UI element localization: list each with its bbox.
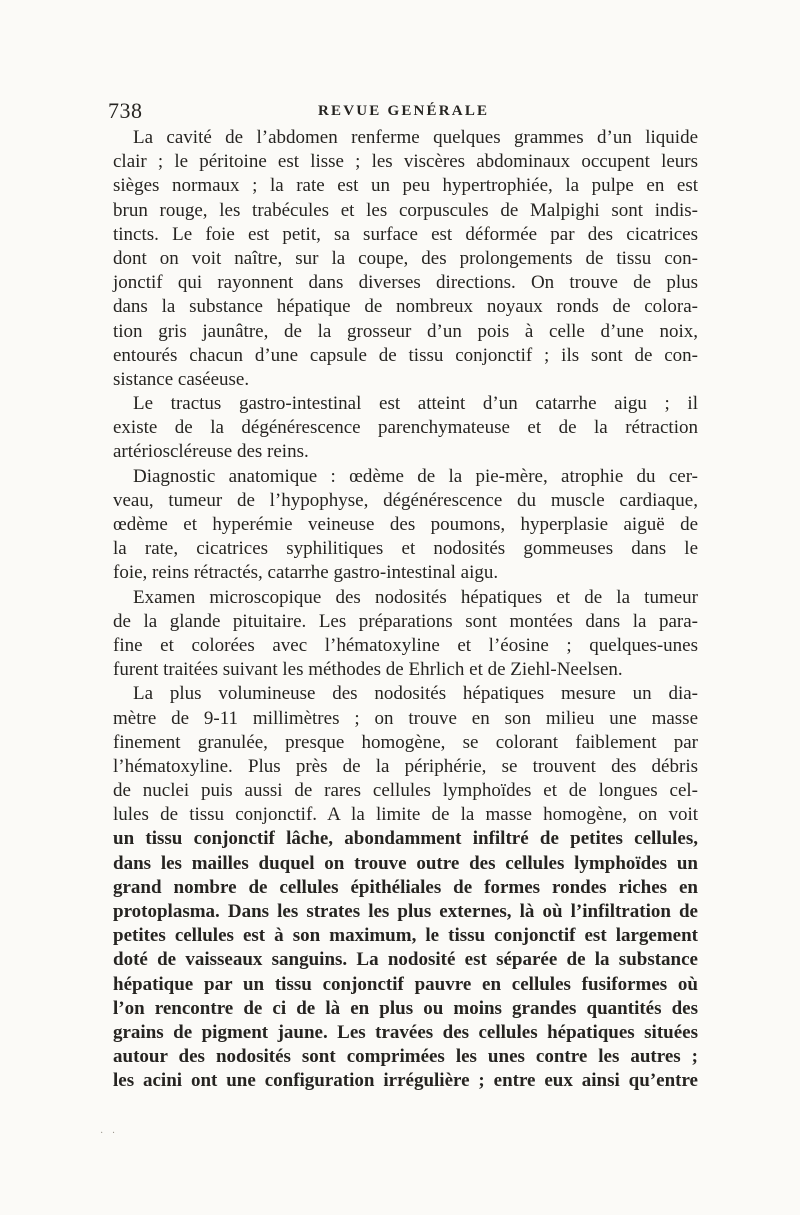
text-line: lules de tissu conjonctif. A la limite de la masse homogène, on voit xyxy=(113,804,698,826)
page-number: 738 xyxy=(108,98,143,123)
page-header xyxy=(108,98,698,124)
text-line: finement granulée, presque homogène, se colorant faiblement par xyxy=(113,731,698,753)
text-line: veau, tumeur de l’hypophyse, dégénérescence du muscle cardiaque, xyxy=(113,489,698,511)
text-line: de la glande pituitaire. Les préparations sont montées dans la para- xyxy=(113,610,698,632)
text-line: grand nombre de cellules épithéliales de formes rondes riches en xyxy=(113,876,698,898)
text-line: sistance caséeuse. xyxy=(113,368,250,390)
text-line: un tissu conjonctif lâche, abondamment infiltré de petites cellules, xyxy=(113,828,698,850)
text-line: Diagnostic anatomique : œdème de la pie-mère, atrophie du cer- xyxy=(133,465,698,487)
text-line: artérioscléreuse des reins. xyxy=(113,441,309,463)
body-text xyxy=(113,126,698,1094)
text-line: œdème et hyperémie veineuse des poumons, hyperplasie aiguë de xyxy=(113,514,698,535)
text-line: dans la substance hépatique de nombreux noyaux ronds de colora- xyxy=(113,296,698,318)
text-line: fine et colorées avec l’hématoxyline et l’éosine ; quelques-unes xyxy=(113,634,698,656)
text-line: clair ; le péritoine est lisse ; les viscères abdominaux occupent leurs xyxy=(113,151,698,173)
text-line: Le tractus gastro-intestinal est atteint d’un catarrhe aigu ; il xyxy=(133,393,698,415)
paragraph xyxy=(113,682,698,1093)
paragraph xyxy=(113,586,698,683)
text-line: brun rouge, les trabécules et les corpuscules de Malpighi sont indis- xyxy=(113,199,698,221)
text-line: furent traitées suivant les méthodes de Ehrlich et de Ziehl-Neelsen. xyxy=(113,659,623,681)
running-title: REVUE GENÉRALE xyxy=(318,103,490,119)
text-line: les acini ont une configuration irrégulière ; entre eux ainsi qu’entre xyxy=(113,1070,698,1092)
text-line: grains de pigment jaune. Les travées des cellules hépatiques situées xyxy=(113,1021,698,1043)
text-line: doté de vaisseaux sanguins. La nodosité est séparée de la substance xyxy=(113,949,698,971)
text-line: l’hématoxyline. Plus près de la périphérie, se trouvent des débris xyxy=(113,755,698,777)
text-line: existe de la dégénérescence parenchymateuse et de la rétraction xyxy=(113,417,698,439)
text-line: protoplasma. Dans les strates les plus externes, là où l’infiltration de xyxy=(113,901,698,922)
paragraph xyxy=(113,126,698,392)
text-line: mètre de 9-11 millimètres ; on trouve en son milieu une masse xyxy=(113,707,698,729)
text-line: de nuclei puis aussi de rares cellules lymphoïdes et de longues cel- xyxy=(113,780,698,802)
text-line: sièges normaux ; la rate est un peu hypertrophiée, la pulpe en est xyxy=(113,175,698,197)
text-line: dans les mailles duquel on trouve outre des cellules lymphoïdes un xyxy=(113,852,698,874)
text-line: dont on voit naître, sur la coupe, des prolongements de tissu con- xyxy=(113,247,698,269)
text-line: petites cellules est à son maximum, le tissu conjonctif est largement xyxy=(113,925,698,947)
text-line: foie, reins rétractés, catarrhe gastro-intestinal aigu. xyxy=(113,562,499,584)
text-line: jonctif qui rayonnent dans diverses directions. On trouve de plus xyxy=(113,272,698,294)
text-line: entourés chacun d’une capsule de tissu conjonctif ; ils sont de con- xyxy=(113,344,698,366)
text-line: hépatique par un tissu conjonctif pauvre en cellules fusiformes où xyxy=(113,973,698,995)
text-line: tincts. Le foie est petit, sa surface est déformée par des cicatrices xyxy=(113,223,698,245)
print-speckles: · · xyxy=(100,1128,119,1139)
text-line: La cavité de l’abdomen renferme quelques grammes d’un liquide xyxy=(133,127,698,148)
text-line: Examen microscopique des nodosités hépatiques et de la tumeur xyxy=(133,586,698,608)
text-line: La plus volumineuse des nodosités hépatiques mesure un dia- xyxy=(133,683,698,705)
paragraph xyxy=(113,465,698,586)
paragraph xyxy=(113,392,698,465)
text-line: la rate, cicatrices syphilitiques et nodosités gommeuses dans le xyxy=(113,538,698,560)
text-line: autour des nodosités sont comprimées les unes contre les autres ; xyxy=(113,1046,698,1068)
text-line: l’on rencontre de ci de là en plus ou moins grandes quantités des xyxy=(113,997,698,1019)
text-line: tion gris jaunâtre, de la grosseur d’un pois à celle d’une noix, xyxy=(113,320,698,342)
